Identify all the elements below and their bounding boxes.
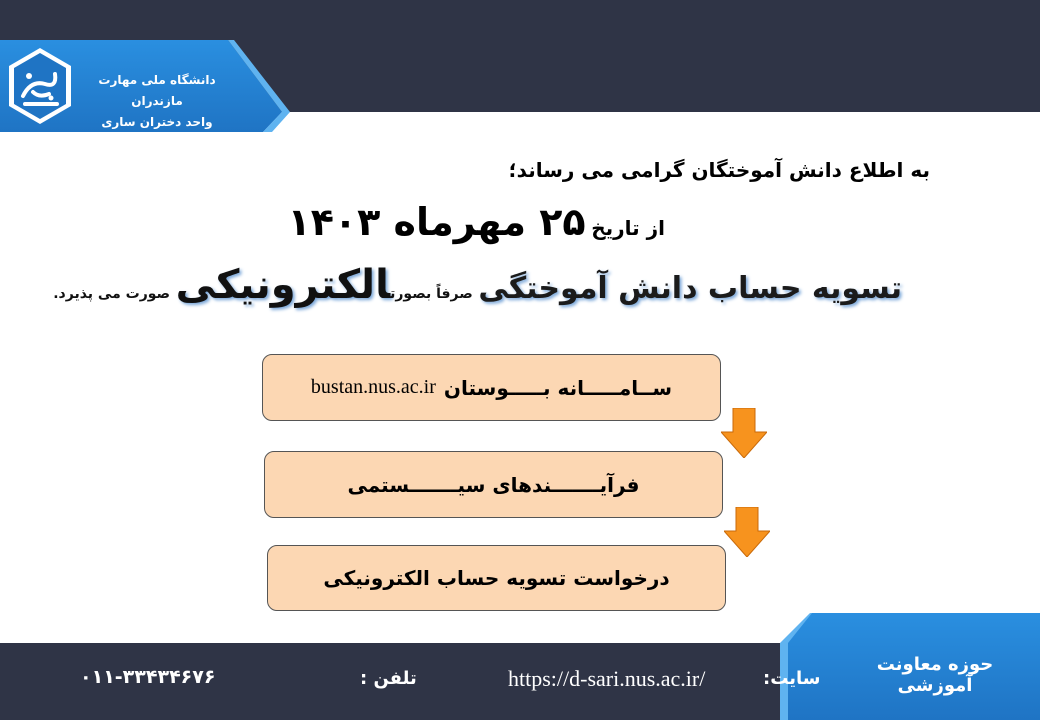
department-name: حوزه معاونت آموزشی [876, 654, 994, 696]
university-logo [5, 46, 75, 126]
organization-name [82, 70, 232, 133]
step-label: فرآیـــــــندهای سیـــــــستمی [347, 472, 640, 497]
phone-label: تلفن : [360, 668, 417, 689]
announcement-date [287, 200, 665, 244]
main-text-4: صورت می پذیرد. [53, 286, 171, 302]
phone-number: ۰۱۱-۳۳۴۳۴۶۷۶ [80, 666, 216, 688]
step-label: درخواست تسویه حساب الکترونیکی [323, 566, 670, 590]
bustan-url[interactable]: bustan.nus.ac.ir [310, 376, 436, 398]
step-box-processes [264, 451, 723, 518]
date-prefix: از تاریخ [591, 216, 665, 240]
down-arrow-icon [721, 408, 767, 458]
site-label: سایت: [763, 668, 821, 689]
step-label: ســامـــــانه بـــــوستان [443, 375, 673, 400]
announcement-intro: به اطلاع دانش آموختگان گرامی می رساند؛ [508, 158, 930, 182]
organization-line-2: واحد دختران ساری [101, 115, 213, 129]
main-text-1: تسویه حساب دانش آموختگی [478, 271, 902, 306]
main-text-2: صرفاً بصورت [390, 286, 473, 302]
date-value: ۲۵ مهرماه ۱۴۰۳ [287, 200, 586, 244]
announcement-main [53, 262, 902, 308]
step-box-request [267, 545, 726, 611]
down-arrow-icon [724, 507, 770, 557]
site-url-link[interactable]: https://d-sari.nus.ac.ir/ [508, 666, 706, 691]
step-box-bustan [262, 354, 721, 421]
main-text-3: الکترونیکی [175, 262, 391, 308]
organization-line-1: دانشگاه ملی مهارت مازندران [98, 73, 216, 108]
